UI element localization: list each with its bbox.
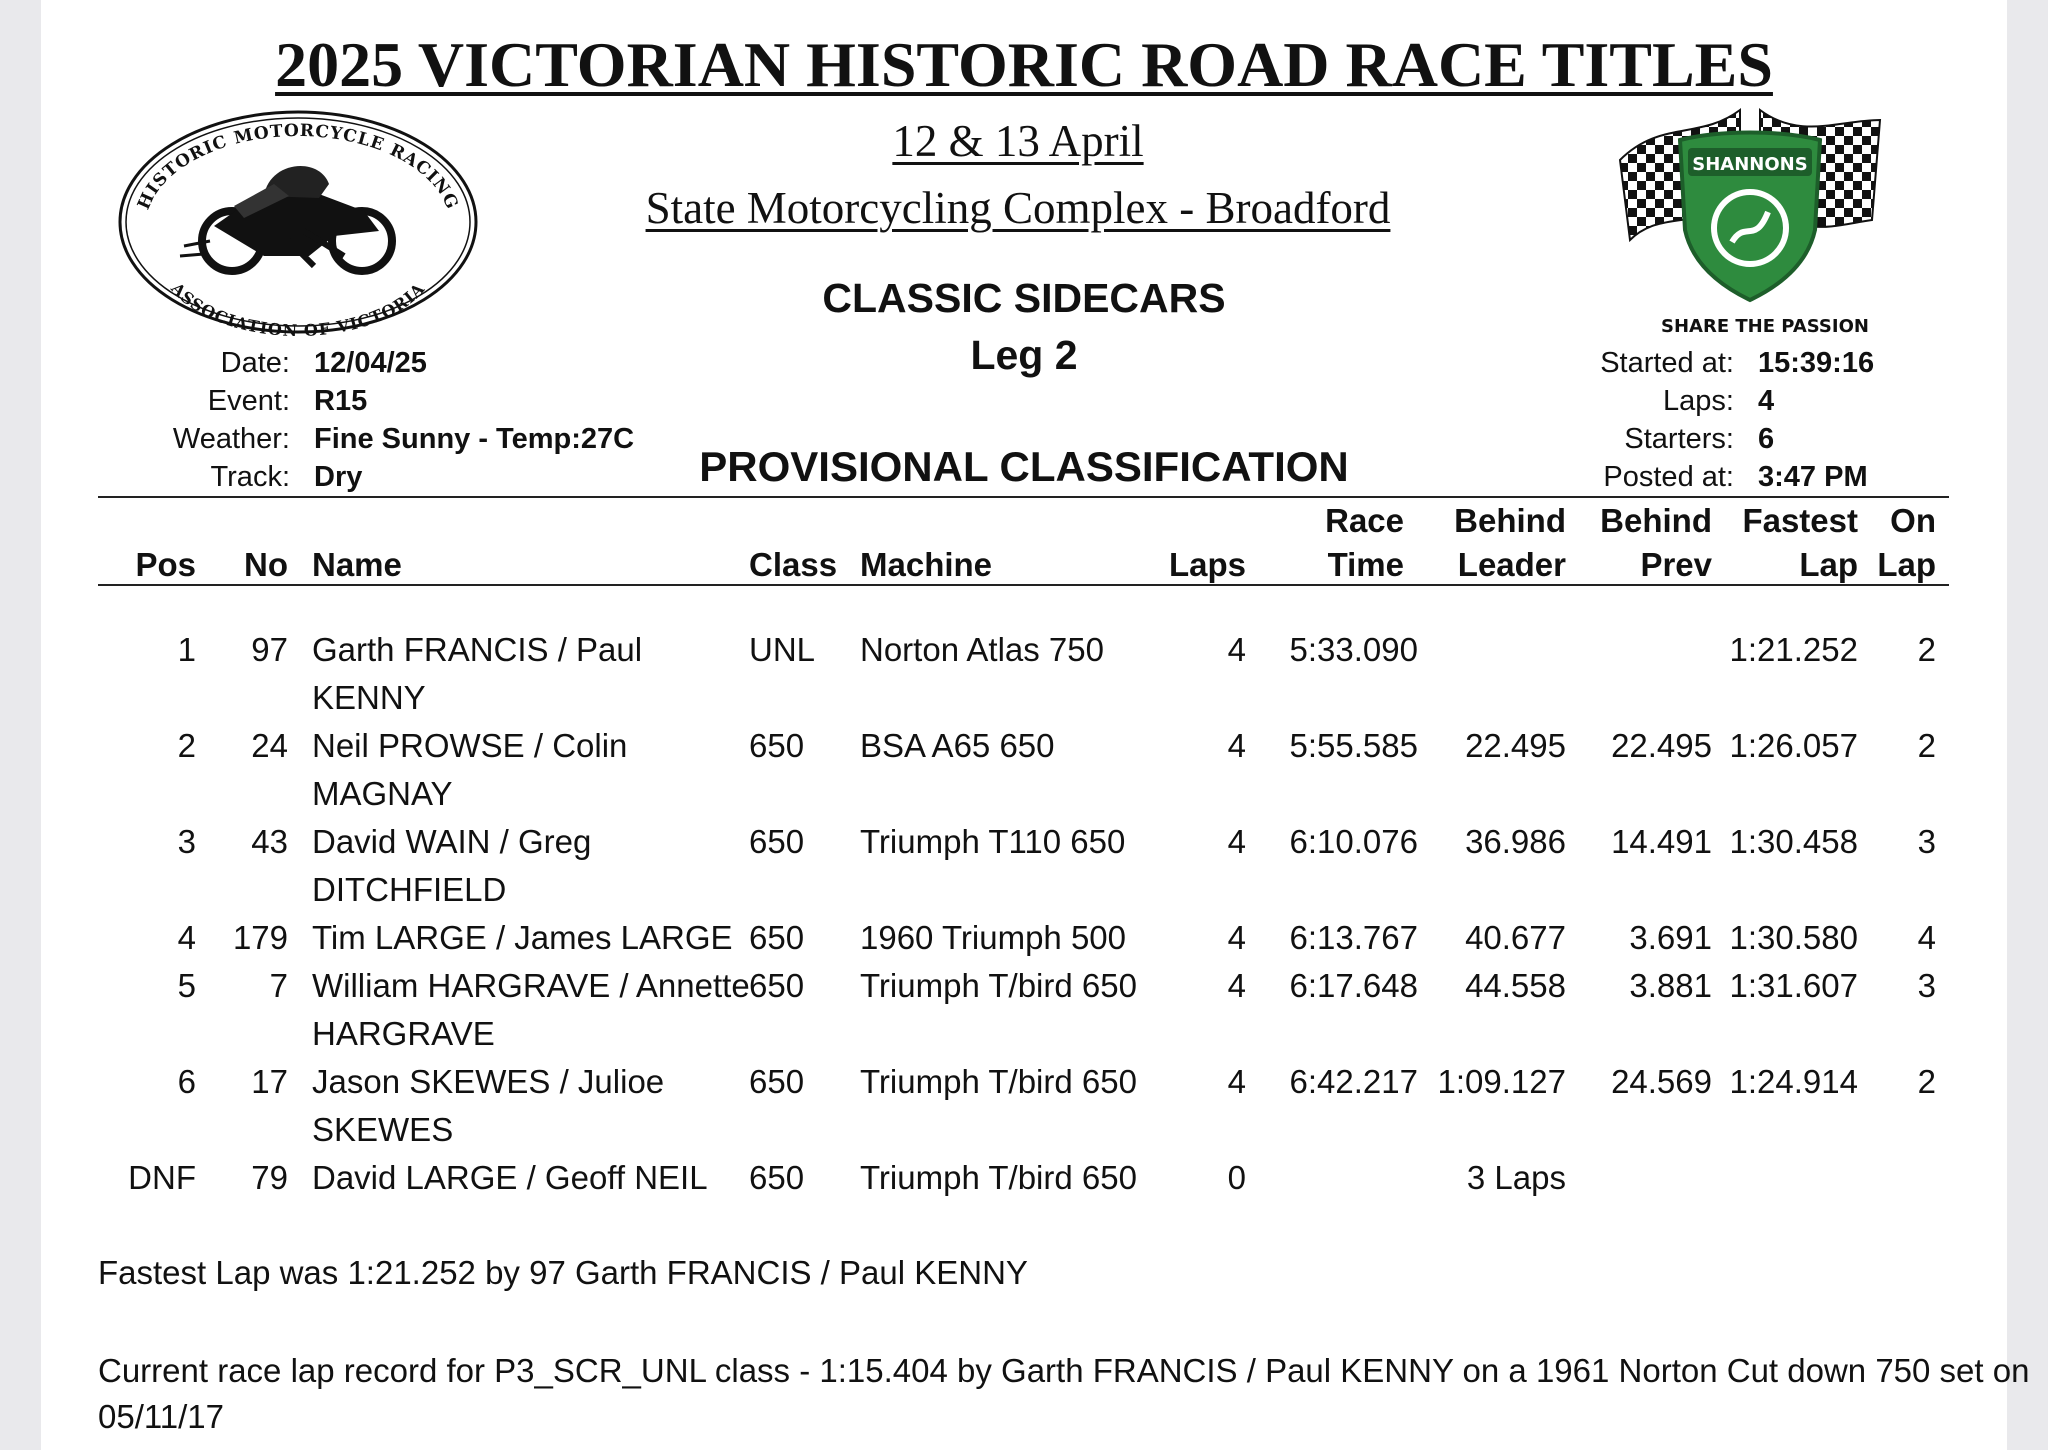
cell-name-cont: MAGNAY [312,775,453,812]
col-behind-leader-2: Leader [1457,546,1566,583]
info-date-value: 12/04/25 [314,347,427,379]
header-divider [98,496,1949,498]
cell-fastest-lap: 1:24.914 [1729,1063,1858,1100]
logo-text-bottom: ASSOCIATION OF VICTORIA [167,278,429,338]
shannons-logo [1610,100,1890,338]
col-on-lap-1: On [1890,502,1936,539]
info-starters-value: 6 [1758,423,1775,455]
cell-machine: 1960 Triumph 500 [860,919,1127,956]
cell-no: 7 [269,967,288,1004]
cell-class: 650 [749,1159,805,1196]
cell-laps: 4 [1227,1063,1246,1100]
cell-behind-prev: 24.569 [1611,1063,1712,1100]
cell-machine: Triumph T/bird 650 [860,1063,1137,1100]
cell-pos: 3 [177,823,196,860]
cell-behind-leader: 44.558 [1465,967,1566,1004]
cell-behind-prev: 14.491 [1611,823,1712,860]
cell-on-lap: 3 [1917,967,1936,1004]
cell-race-time: 5:33.090 [1289,631,1418,668]
col-class: Class [749,546,838,583]
col-pos: Pos [135,546,196,583]
cell-behind-prev: 22.495 [1611,727,1712,764]
cell-fastest-lap: 1:21.252 [1729,631,1858,668]
cell-pos: 1 [177,631,196,668]
cell-pos: 5 [177,967,196,1004]
lap-record-note: Current race lap record for P3_SCR_UNL class - 1:15.404 by Garth FRANCIS / Paul KENNY on a 1961 Norton Cut down 750 set on [98,1352,2030,1389]
classification-label: PROVISIONAL CLASSIFICATION [699,443,1349,490]
cell-machine: Norton Atlas 750 [860,631,1104,668]
cell-on-lap: 2 [1917,727,1936,764]
col-behind-leader-1: Behind [1454,502,1566,539]
info-track-value: Dry [314,461,363,493]
cell-no: 179 [232,919,288,956]
cell-machine: Triumph T/bird 650 [860,967,1137,1004]
cell-behind-prev: 3.691 [1629,919,1712,956]
cell-laps: 0 [1227,1159,1246,1196]
event-venue: State Motorcycling Complex - Broadford [645,183,1391,233]
cell-class: UNL [749,631,816,668]
cell-pos: 6 [177,1063,196,1100]
info-track-label: Track: [210,461,290,493]
col-on-lap-2: Lap [1877,546,1936,583]
cell-no: 17 [251,1063,288,1100]
col-race-time-1: Race [1325,502,1404,539]
cell-fastest-lap: 1:31.607 [1729,967,1858,1004]
logo-brand: SHANNONS [1692,154,1808,175]
cell-no: 24 [251,727,288,764]
cell-laps: 4 [1227,727,1246,764]
cell-race-time: 5:55.585 [1289,727,1418,764]
cell-fastest-lap: 1:30.580 [1729,919,1858,956]
cell-machine: Triumph T/bird 650 [860,1159,1137,1196]
info-laps-label: Laps: [1663,385,1734,417]
cell-race-time: 6:13.767 [1289,919,1418,956]
cell-behind-leader: 3 Laps [1466,1159,1566,1196]
race-class: CLASSIC SIDECARS [822,275,1226,321]
cell-class: 650 [749,727,805,764]
col-behind-prev-1: Behind [1600,502,1712,539]
cell-class: 650 [749,1063,805,1100]
cell-name: David LARGE / Geoff NEIL [312,1159,708,1196]
col-name: Name [312,546,402,583]
cell-machine: Triumph T110 650 [860,823,1126,860]
cell-name: Garth FRANCIS / Paul [312,631,643,668]
cell-class: 650 [749,967,805,1004]
cell-no: 43 [251,823,288,860]
cell-name: William HARGRAVE / Annette [312,967,750,1004]
cell-on-lap: 3 [1917,823,1936,860]
cell-machine: BSA A65 650 [860,727,1055,764]
cell-on-lap: 2 [1917,1063,1936,1100]
cell-name-cont: SKEWES [312,1111,454,1148]
col-machine: Machine [860,546,993,583]
cell-fastest-lap: 1:30.458 [1729,823,1858,860]
cell-on-lap: 2 [1917,631,1936,668]
info-weather-value: Fine Sunny - Temp:27C [314,423,635,455]
cell-race-time: 6:10.076 [1289,823,1418,860]
table-header-divider [98,584,1949,586]
hmrav-logo [114,106,482,338]
cell-class: 650 [749,919,805,956]
cell-pos: 4 [177,919,196,956]
info-posted-value: 3:47 PM [1758,461,1868,493]
info-posted-label: Posted at: [1603,461,1734,493]
info-event-label: Event: [207,385,290,417]
col-no: No [244,546,288,583]
cell-laps: 4 [1227,967,1246,1004]
cell-no: 97 [251,631,288,668]
cell-name: Tim LARGE / James LARGE [312,919,733,956]
info-laps-value: 4 [1758,385,1775,417]
cell-laps: 4 [1227,823,1246,860]
col-race-time-2: Time [1327,546,1404,583]
col-laps: Laps [1168,546,1246,583]
cell-behind-leader: 40.677 [1465,919,1566,956]
info-date-label: Date: [220,347,290,379]
event-dates: 12 & 13 April [892,116,1144,166]
cell-laps: 4 [1227,631,1246,668]
cell-fastest-lap: 1:26.057 [1729,727,1858,764]
cell-behind-leader: 36.986 [1465,823,1566,860]
info-event-value: R15 [314,385,368,417]
cell-name-cont: DITCHFIELD [312,871,507,908]
fastest-lap-note: Fastest Lap was 1:21.252 by 97 Garth FRANCIS / Paul KENNY [98,1254,1028,1291]
cell-no: 79 [251,1159,288,1196]
col-fastest-lap-1: Fastest [1742,502,1858,539]
cell-behind-leader: 1:09.127 [1437,1063,1566,1100]
info-started-label: Started at: [1600,347,1734,379]
col-fastest-lap-2: Lap [1799,546,1858,583]
cell-race-time: 6:42.217 [1289,1063,1418,1100]
cell-race-time: 6:17.648 [1289,967,1418,1004]
cell-behind-leader: 22.495 [1465,727,1566,764]
cell-on-lap: 4 [1917,919,1936,956]
cell-pos: 2 [177,727,196,764]
col-behind-prev-2: Prev [1640,546,1712,583]
cell-pos: DNF [128,1159,196,1196]
cell-laps: 4 [1227,919,1246,956]
cell-behind-prev: 3.881 [1629,967,1712,1004]
logo-tagline: SHARE THE PASSION [1661,316,1869,337]
cell-class: 650 [749,823,805,860]
info-weather-label: Weather: [172,423,290,455]
cell-name: Neil PROWSE / Colin [312,727,628,764]
logo-text-top: HISTORIC MOTORCYCLE RACING [133,120,463,213]
cell-name: Jason SKEWES / Julioe [312,1063,665,1100]
cell-name-cont: HARGRAVE [312,1015,495,1052]
document-title: 2025 VICTORIAN HISTORIC ROAD RACE TITLES [275,29,1773,100]
race-leg: Leg 2 [970,332,1078,378]
cell-name-cont: KENNY [312,679,426,716]
lap-record-note-cont: 05/11/17 [98,1398,225,1435]
cell-name: David WAIN / Greg [312,823,592,860]
info-started-value: 15:39:16 [1758,347,1875,379]
info-starters-label: Starters: [1624,423,1734,455]
